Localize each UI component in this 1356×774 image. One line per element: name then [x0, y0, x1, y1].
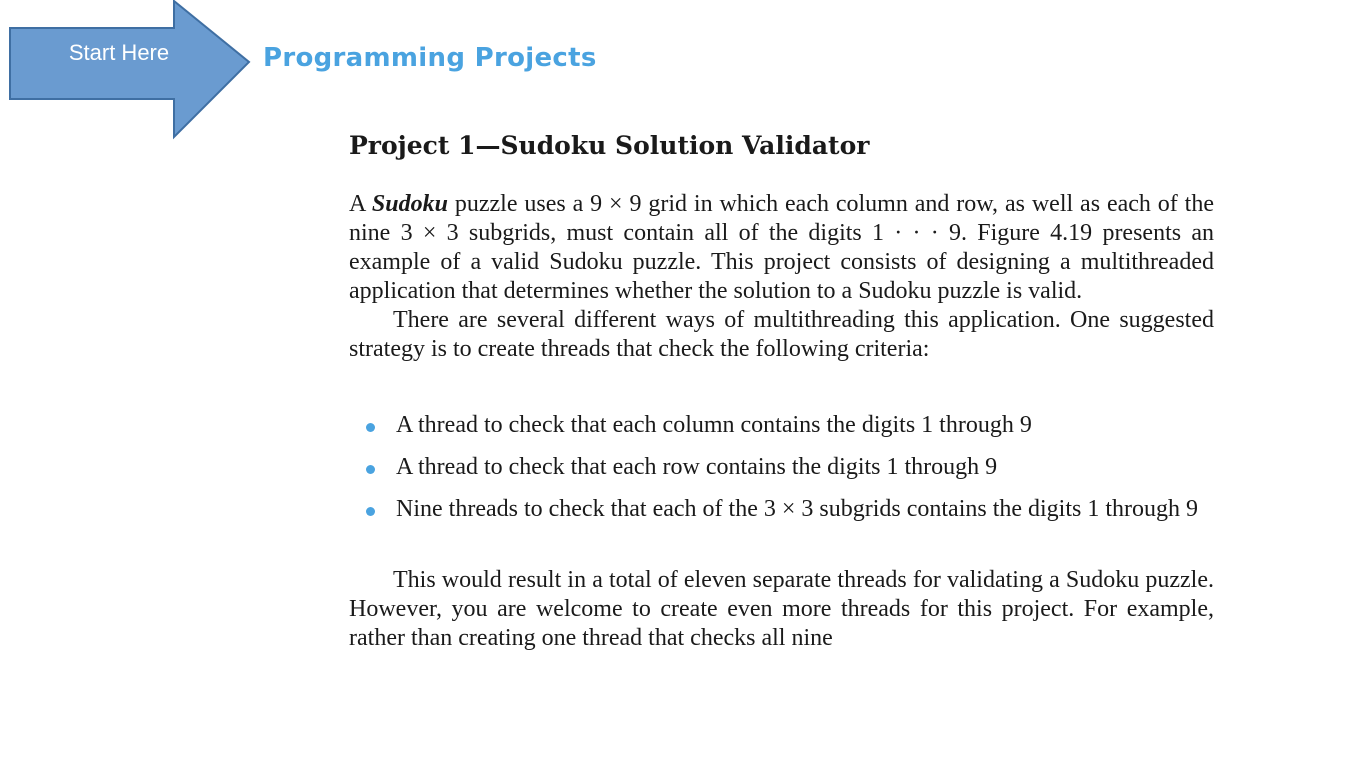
project-title: Project 1—Sudoku Solution Validator: [349, 131, 870, 160]
list-item: [349, 495, 1214, 524]
list-item-text: Nine threads to check that each of the 3 × 3 subgrids contains the digits 1 through 9: [396, 496, 1199, 522]
criteria-list: [349, 411, 1214, 524]
bullet-icon: [366, 423, 375, 432]
intro-prefix: A: [349, 191, 372, 217]
arrow-shape: [10, 1, 249, 137]
arrow-right-icon: [9, 0, 251, 140]
intro-rest: puzzle uses a 9 × 9 grid in which each column and row, as well as each of the nine 3 × 3 subgrids, must contain all of the digits 1 · · · 9. Figure 4.19 presents an example of a valid Sudoku puzzle. This project consists of designing a multithreaded application that determines whether the solution to a Sudoku puzzle is valid.: [349, 191, 1214, 304]
list-item-text: A thread to check that each row contains the digits 1 through 9: [396, 454, 998, 480]
sudoku-emphasis: Sudoku: [371, 191, 448, 217]
callout-label: Start Here: [68, 40, 170, 65]
section-title: Programming Projects: [263, 43, 597, 73]
bullet-icon: [366, 507, 375, 516]
intro-paragraph: [349, 190, 1214, 306]
list-item: [349, 411, 1214, 440]
list-item: [349, 453, 1214, 482]
list-item-text: A thread to check that each column contains the digits 1 through 9: [396, 412, 1032, 438]
start-here-callout-arrow: [9, 0, 251, 140]
bullet-icon: [366, 465, 375, 474]
strategy-paragraph: There are several different ways of multithreading this application. One suggested strategy is to create threads that check the following criteria:: [349, 307, 1214, 362]
threads-paragraph: This would result in a total of eleven separate threads for validating a Sudoku puzzle. However, you are welcome to create even more threads for this project. For example, rather than creating one thread that checks all nine: [349, 567, 1214, 651]
document-body: [349, 128, 1214, 653]
